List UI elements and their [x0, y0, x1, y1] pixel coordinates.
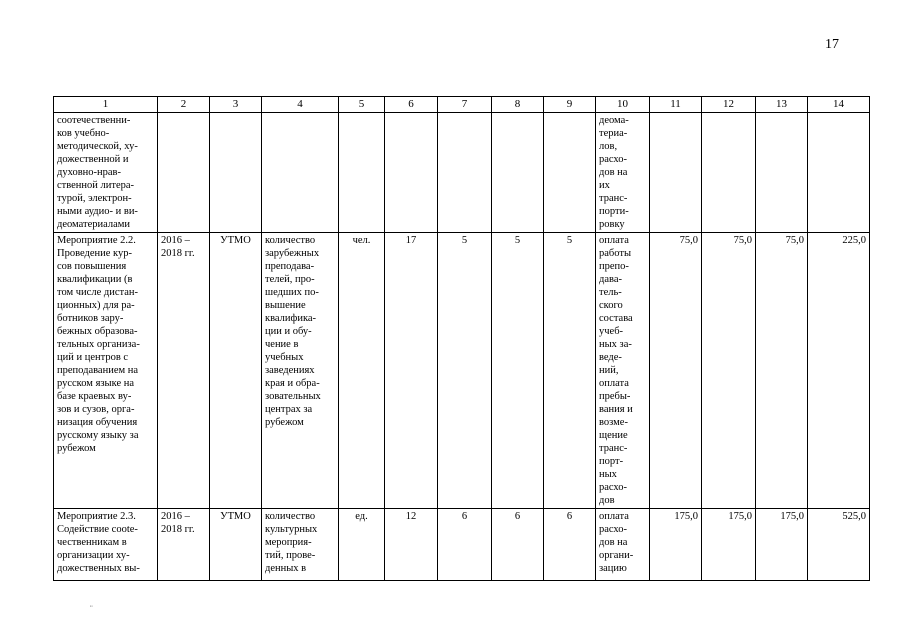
cell-amount-total: 525,0	[808, 509, 870, 581]
text-line: териа-	[599, 128, 628, 139]
text-line: турой, электрон-	[57, 193, 132, 204]
text-line: учебных	[265, 352, 304, 363]
text-line: Содействие соote-	[57, 524, 138, 535]
cell-amount: 75,0	[756, 233, 808, 509]
text-line: лов,	[599, 141, 618, 152]
text-line: ков учебно-	[57, 128, 110, 139]
text-line: порт-	[599, 456, 624, 467]
header-cell: 9	[544, 97, 596, 113]
text-line: ции и обу-	[265, 326, 312, 337]
text-line: зовательных	[265, 391, 321, 402]
header-cell: 2	[158, 97, 210, 113]
cell-executor: УТМО	[210, 233, 262, 509]
page-number: 17	[825, 37, 839, 52]
header-cell: 7	[438, 97, 492, 113]
text-line: денных в	[265, 563, 307, 574]
text-line: зов и сузов, орга-	[57, 404, 135, 415]
text-line: состава	[599, 313, 633, 324]
cell-amount: 175,0	[756, 509, 808, 581]
text-line: порти-	[599, 206, 629, 217]
text-line: края и обра-	[265, 378, 320, 389]
header-cell: 10	[596, 97, 650, 113]
cell-activity-text	[54, 233, 158, 509]
cell-value: 5	[438, 233, 492, 509]
text-line: русскому языку за	[57, 430, 139, 441]
text-line: ственной литера-	[57, 180, 135, 191]
text-line: квалифика-	[265, 313, 317, 324]
header-cell: 14	[808, 97, 870, 113]
text-line: дов на	[599, 537, 628, 548]
cell-activity-text	[54, 113, 158, 233]
text-line: мероприя-	[265, 537, 312, 548]
text-line: работы	[599, 248, 632, 259]
table-header-row	[54, 97, 870, 113]
text-line: заведениях	[265, 365, 315, 376]
cell-activity-text	[54, 509, 158, 581]
text-line: щение	[599, 430, 628, 441]
text-line: квалификации (в	[57, 274, 133, 285]
text-line: Мероприятие 2.3.	[57, 511, 136, 522]
table-row-continued	[54, 113, 870, 233]
cell-indicator	[262, 509, 339, 581]
text-line: Проведение кур-	[57, 248, 132, 259]
text-line: расхо-	[599, 482, 628, 493]
text-line: 2016 –	[161, 235, 190, 246]
text-line: пребы-	[599, 391, 631, 402]
text-line: ных за-	[599, 339, 632, 350]
text-line: низация обучения	[57, 417, 138, 428]
text-line: расхо-	[599, 524, 628, 535]
table-row-activity-2-3	[54, 509, 870, 581]
cell-value: 6	[544, 509, 596, 581]
cell-executor: УТМО	[210, 509, 262, 581]
text-line: оплата	[599, 511, 629, 522]
cell-value: 17	[385, 233, 438, 509]
header-cell: 6	[385, 97, 438, 113]
text-line: тий, прове-	[265, 550, 316, 561]
cell-period	[158, 233, 210, 509]
header-cell: 13	[756, 97, 808, 113]
text-line: телей, про-	[265, 274, 315, 285]
text-line: количество	[265, 235, 316, 246]
cell-expense-text	[596, 509, 650, 581]
text-line: зацию	[599, 563, 627, 574]
text-line: преподаванием на	[57, 365, 139, 376]
cell-period	[158, 509, 210, 581]
cell-unit: чел.	[339, 233, 385, 509]
text-line: чественникам в	[57, 537, 127, 548]
text-line: их	[599, 180, 610, 191]
text-line: русском языке на	[57, 378, 135, 389]
text-line: транс-	[599, 443, 628, 454]
text-line: дов на	[599, 167, 628, 178]
table-row-activity-2-2	[54, 233, 870, 509]
cell-value: 12	[385, 509, 438, 581]
text-line: базе краевых ву-	[57, 391, 132, 402]
text-line: оплата	[599, 235, 629, 246]
text-line: организации ху-	[57, 550, 130, 561]
text-line: ций и центров с	[57, 352, 129, 363]
text-line: зарубежных	[265, 248, 320, 259]
text-line: методической, ху-	[57, 141, 138, 152]
cell-amount: 75,0	[702, 233, 756, 509]
text-line: ровку	[599, 219, 625, 230]
text-line: шедших по-	[265, 287, 319, 298]
text-line: ционных) для ра-	[57, 300, 135, 311]
cell-amount: 175,0	[702, 509, 756, 581]
text-line: тельных организа-	[57, 339, 140, 350]
text-line: ского	[599, 300, 623, 311]
text-line: возме-	[599, 417, 628, 428]
text-line: культурных	[265, 524, 318, 535]
header-cell: 4	[262, 97, 339, 113]
cell-value: 6	[492, 509, 544, 581]
text-line: преподава-	[265, 261, 315, 272]
text-line: препо-	[599, 261, 629, 272]
text-line: 2016 –	[161, 511, 190, 522]
header-cell: 11	[650, 97, 702, 113]
text-line: веде-	[599, 352, 622, 363]
cell-value: 6	[438, 509, 492, 581]
text-line: дожественных вы-	[57, 563, 140, 574]
text-line: расхо-	[599, 154, 628, 165]
text-line: духовно-нрав-	[57, 167, 121, 178]
footer-mark: ¨	[90, 604, 93, 613]
text-line: транс-	[599, 193, 628, 204]
text-line: количество	[265, 511, 316, 522]
header-cell: 12	[702, 97, 756, 113]
header-cell: 8	[492, 97, 544, 113]
header-cell: 1	[54, 97, 158, 113]
text-line: центрах за	[265, 404, 313, 415]
text-line: ными аудио- и ви-	[57, 206, 138, 217]
program-table	[53, 96, 870, 581]
cell-expense-text	[596, 113, 650, 233]
text-line: 2018 гг.	[161, 248, 195, 259]
text-line: соотечественни-	[57, 115, 131, 126]
text-line: дожественной и	[57, 154, 129, 165]
text-line: деома-	[599, 115, 629, 126]
text-line: сов повышения	[57, 261, 127, 272]
text-line: рубежом	[57, 443, 96, 454]
text-line: вышение	[265, 300, 306, 311]
header-cell: 5	[339, 97, 385, 113]
text-line: учеб-	[599, 326, 624, 337]
text-line: дов	[599, 495, 615, 506]
cell-amount-total: 225,0	[808, 233, 870, 509]
text-line: Мероприятие 2.2.	[57, 235, 136, 246]
text-line: ний,	[599, 365, 619, 376]
text-line: чение в	[265, 339, 299, 350]
cell-amount: 175,0	[650, 509, 702, 581]
cell-expense-text	[596, 233, 650, 509]
text-line: ных	[599, 469, 617, 480]
text-line: бежных образова-	[57, 326, 138, 337]
text-line: вания и	[599, 404, 633, 415]
text-line: ботников зару-	[57, 313, 124, 324]
text-line: дава-	[599, 274, 622, 285]
cell-value: 5	[544, 233, 596, 509]
text-line: том числе дистан-	[57, 287, 138, 298]
cell-amount: 75,0	[650, 233, 702, 509]
cell-value: 5	[492, 233, 544, 509]
text-line: 2018 гг.	[161, 524, 195, 535]
text-line: рубежом	[265, 417, 304, 428]
text-line: оплата	[599, 378, 629, 389]
text-line: деоматериалами	[57, 219, 131, 230]
text-line: тель-	[599, 287, 622, 298]
cell-indicator	[262, 233, 339, 509]
header-cell: 3	[210, 97, 262, 113]
cell-unit: ед.	[339, 509, 385, 581]
text-line: органи-	[599, 550, 634, 561]
